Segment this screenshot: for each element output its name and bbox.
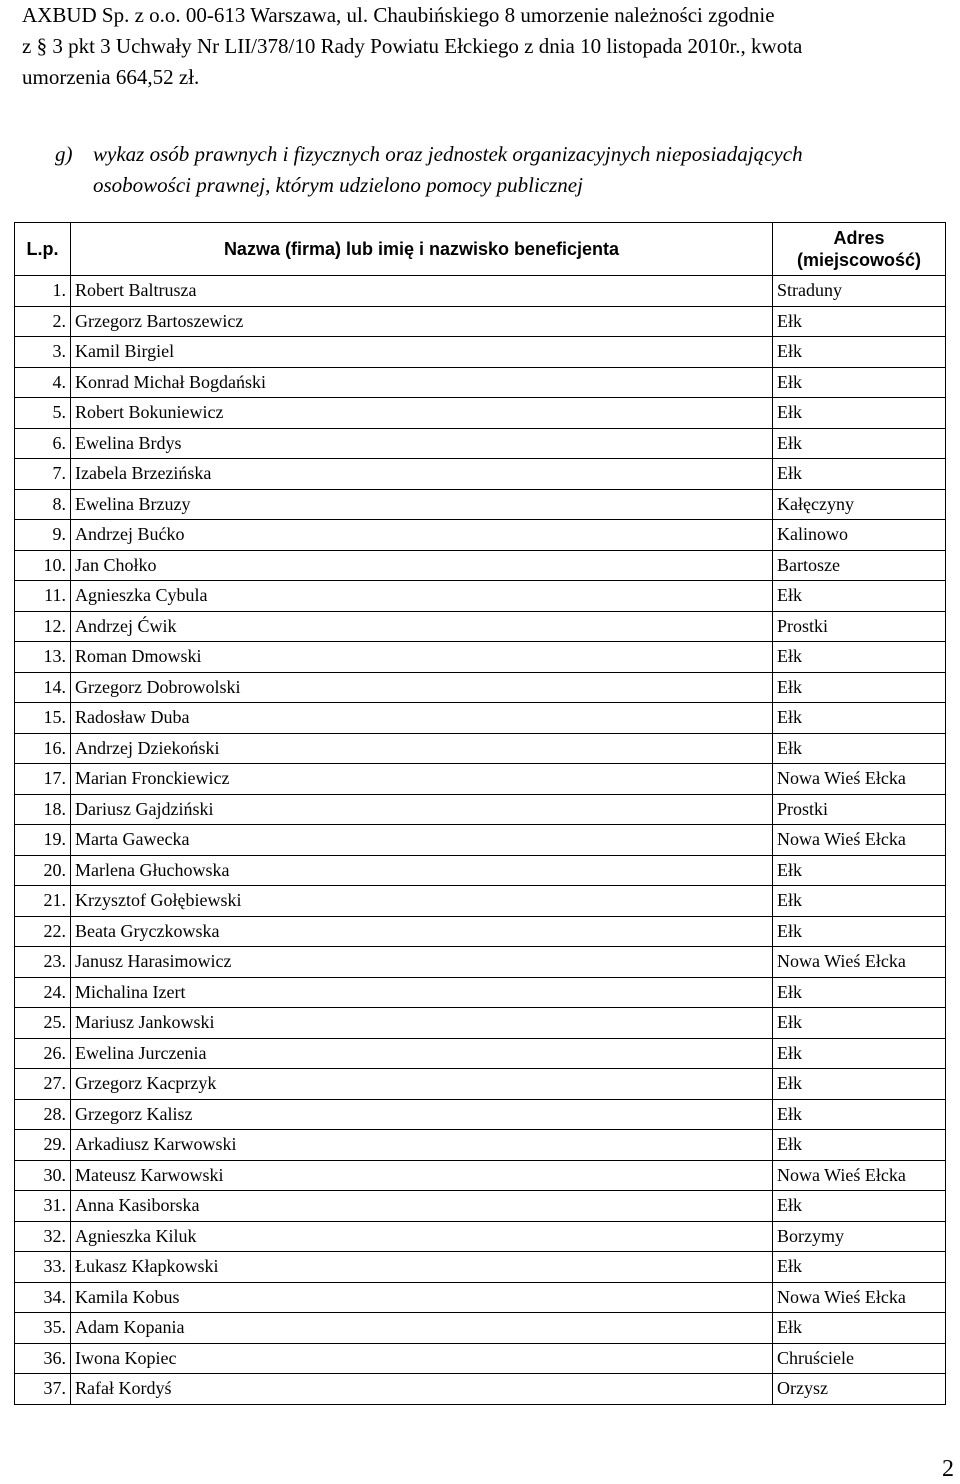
- table-row: [15, 672, 946, 703]
- row-address: Ełk: [773, 642, 946, 673]
- row-name: Roman Dmowski: [71, 642, 773, 673]
- row-name: Grzegorz Dobrowolski: [71, 672, 773, 703]
- row-lp: 28.: [15, 1099, 71, 1130]
- table-row: [15, 642, 946, 673]
- row-lp: 6.: [15, 428, 71, 459]
- section-heading: [55, 139, 955, 201]
- row-lp: 5.: [15, 398, 71, 429]
- table-row: [15, 1374, 946, 1405]
- page-number: 2: [942, 1456, 954, 1482]
- table-row: [15, 276, 946, 307]
- table-row: [15, 764, 946, 795]
- row-address: Ełk: [773, 306, 946, 337]
- row-lp: 30.: [15, 1160, 71, 1191]
- table-row: [15, 459, 946, 490]
- row-lp: 23.: [15, 947, 71, 978]
- table-row: [15, 1252, 946, 1283]
- row-lp: 9.: [15, 520, 71, 551]
- section-marker: g): [55, 142, 73, 166]
- row-lp: 34.: [15, 1282, 71, 1313]
- table-row: [15, 703, 946, 734]
- table-row: [15, 916, 946, 947]
- row-address: Ełk: [773, 1099, 946, 1130]
- section-title-line-2: osobowości prawnej, którym udzielono pomocy publicznej: [93, 173, 583, 197]
- row-lp: 25.: [15, 1008, 71, 1039]
- table-row: [15, 1008, 946, 1039]
- row-name: Marta Gawecka: [71, 825, 773, 856]
- row-lp: 22.: [15, 916, 71, 947]
- row-lp: 36.: [15, 1343, 71, 1374]
- row-lp: 1.: [15, 276, 71, 307]
- row-lp: 16.: [15, 733, 71, 764]
- row-lp: 7.: [15, 459, 71, 490]
- table-body: [15, 276, 946, 1405]
- row-name: Grzegorz Kacprzyk: [71, 1069, 773, 1100]
- table-row: [15, 550, 946, 581]
- row-name: Rafał Kordyś: [71, 1374, 773, 1405]
- row-lp: 18.: [15, 794, 71, 825]
- row-lp: 26.: [15, 1038, 71, 1069]
- row-name: Radosław Duba: [71, 703, 773, 734]
- header-address: [773, 223, 946, 276]
- header-name: Nazwa (firma) lub imię i nazwisko beneficjenta: [71, 223, 773, 276]
- row-lp: 33.: [15, 1252, 71, 1283]
- row-name: Jan Chołko: [71, 550, 773, 581]
- row-address: Ełk: [773, 703, 946, 734]
- row-address: Kałęczyny: [773, 489, 946, 520]
- row-lp: 32.: [15, 1221, 71, 1252]
- row-name: Andrzej Ćwik: [71, 611, 773, 642]
- row-lp: 35.: [15, 1313, 71, 1344]
- row-address: Ełk: [773, 916, 946, 947]
- row-name: Michalina Izert: [71, 977, 773, 1008]
- row-address: Ełk: [773, 672, 946, 703]
- row-lp: 17.: [15, 764, 71, 795]
- intro-line-3: umorzenia 664,52 zł.: [22, 65, 200, 89]
- table-row: [15, 1099, 946, 1130]
- table-row: [15, 489, 946, 520]
- row-name: Arkadiusz Karwowski: [71, 1130, 773, 1161]
- row-address: Nowa Wieś Ełcka: [773, 825, 946, 856]
- table-row: [15, 398, 946, 429]
- table-header-row: [15, 223, 946, 276]
- table-row: [15, 794, 946, 825]
- table-row: [15, 367, 946, 398]
- row-lp: 29.: [15, 1130, 71, 1161]
- table-row: [15, 886, 946, 917]
- table-row: [15, 1160, 946, 1191]
- row-name: Marlena Głuchowska: [71, 855, 773, 886]
- row-lp: 20.: [15, 855, 71, 886]
- row-name: Robert Bokuniewicz: [71, 398, 773, 429]
- header-address-line-1: Adres: [833, 228, 885, 248]
- row-name: Grzegorz Kalisz: [71, 1099, 773, 1130]
- row-name: Adam Kopania: [71, 1313, 773, 1344]
- row-address: Bartosze: [773, 550, 946, 581]
- table-row: [15, 855, 946, 886]
- row-address: Ełk: [773, 733, 946, 764]
- table-row: [15, 1313, 946, 1344]
- row-address: Ełk: [773, 1252, 946, 1283]
- row-lp: 3.: [15, 337, 71, 368]
- table-row: [15, 581, 946, 612]
- row-address: Prostki: [773, 611, 946, 642]
- table-row: [15, 733, 946, 764]
- row-lp: 19.: [15, 825, 71, 856]
- row-name: Robert Baltrusza: [71, 276, 773, 307]
- row-name: Mariusz Jankowski: [71, 1008, 773, 1039]
- table-row: [15, 428, 946, 459]
- row-lp: 31.: [15, 1191, 71, 1222]
- intro-line-2: z § 3 pkt 3 Uchwały Nr LII/378/10 Rady Powiatu Ełckiego z dnia 10 listopada 2010r., kwota: [22, 34, 803, 58]
- row-address: Ełk: [773, 1191, 946, 1222]
- row-name: Janusz Harasimowicz: [71, 947, 773, 978]
- row-address: Ełk: [773, 367, 946, 398]
- row-address: Ełk: [773, 337, 946, 368]
- row-name: Agnieszka Cybula: [71, 581, 773, 612]
- table-row: [15, 1343, 946, 1374]
- table-row: [15, 1191, 946, 1222]
- row-address: Nowa Wieś Ełcka: [773, 1160, 946, 1191]
- table-row: [15, 1221, 946, 1252]
- row-name: Andrzej Dziekoński: [71, 733, 773, 764]
- row-name: Beata Gryczkowska: [71, 916, 773, 947]
- table-row: [15, 337, 946, 368]
- row-lp: 8.: [15, 489, 71, 520]
- row-name: Mateusz Karwowski: [71, 1160, 773, 1191]
- row-address: Straduny: [773, 276, 946, 307]
- row-address: Ełk: [773, 1313, 946, 1344]
- row-name: Dariusz Gajdziński: [71, 794, 773, 825]
- row-address: Borzymy: [773, 1221, 946, 1252]
- row-name: Krzysztof Gołębiewski: [71, 886, 773, 917]
- table-row: [15, 947, 946, 978]
- row-name: Ewelina Brzuzy: [71, 489, 773, 520]
- beneficiaries-table: [14, 222, 946, 1405]
- row-name: Marian Fronckiewicz: [71, 764, 773, 795]
- intro-line-1: AXBUD Sp. z o.o. 00-613 Warszawa, ul. Chaubińskiego 8 umorzenie należności zgodnie: [22, 3, 775, 27]
- row-name: Anna Kasiborska: [71, 1191, 773, 1222]
- row-lp: 15.: [15, 703, 71, 734]
- row-address: Ełk: [773, 855, 946, 886]
- table-row: [15, 611, 946, 642]
- row-lp: 24.: [15, 977, 71, 1008]
- row-name: Łukasz Kłapkowski: [71, 1252, 773, 1283]
- row-address: Orzysz: [773, 1374, 946, 1405]
- row-address: Ełk: [773, 1038, 946, 1069]
- section-title-line-1: wykaz osób prawnych i fizycznych oraz jednostek organizacyjnych nieposiadających: [93, 142, 803, 166]
- row-lp: 10.: [15, 550, 71, 581]
- row-lp: 2.: [15, 306, 71, 337]
- row-name: Andrzej Bućko: [71, 520, 773, 551]
- table-row: [15, 1130, 946, 1161]
- row-name: Ewelina Jurczenia: [71, 1038, 773, 1069]
- row-address: Kalinowo: [773, 520, 946, 551]
- row-lp: 4.: [15, 367, 71, 398]
- row-lp: 14.: [15, 672, 71, 703]
- header-address-line-2: (miejscowość): [796, 250, 922, 270]
- row-address: Nowa Wieś Ełcka: [773, 1282, 946, 1313]
- row-name: Konrad Michał Bogdański: [71, 367, 773, 398]
- row-lp: 12.: [15, 611, 71, 642]
- row-name: Ewelina Brdys: [71, 428, 773, 459]
- intro-paragraph: [22, 0, 952, 93]
- table-row: [15, 1282, 946, 1313]
- row-lp: 27.: [15, 1069, 71, 1100]
- row-address: Nowa Wieś Ełcka: [773, 764, 946, 795]
- header-lp: L.p.: [15, 223, 71, 276]
- table-row: [15, 825, 946, 856]
- row-lp: 13.: [15, 642, 71, 673]
- row-name: Iwona Kopiec: [71, 1343, 773, 1374]
- row-name: Grzegorz Bartoszewicz: [71, 306, 773, 337]
- table-row: [15, 520, 946, 551]
- row-name: Agnieszka Kiluk: [71, 1221, 773, 1252]
- row-address: Ełk: [773, 1008, 946, 1039]
- row-lp: 21.: [15, 886, 71, 917]
- row-name: Kamil Birgiel: [71, 337, 773, 368]
- table-row: [15, 306, 946, 337]
- table-row: [15, 977, 946, 1008]
- row-lp: 11.: [15, 581, 71, 612]
- row-address: Chruściele: [773, 1343, 946, 1374]
- row-address: Nowa Wieś Ełcka: [773, 947, 946, 978]
- row-address: Ełk: [773, 977, 946, 1008]
- row-lp: 37.: [15, 1374, 71, 1405]
- row-address: Ełk: [773, 459, 946, 490]
- table-row: [15, 1069, 946, 1100]
- row-address: Ełk: [773, 886, 946, 917]
- row-address: Ełk: [773, 1130, 946, 1161]
- row-name: Izabela Brzezińska: [71, 459, 773, 490]
- table-row: [15, 1038, 946, 1069]
- row-address: Ełk: [773, 1069, 946, 1100]
- row-address: Ełk: [773, 581, 946, 612]
- row-address: Ełk: [773, 398, 946, 429]
- row-address: Prostki: [773, 794, 946, 825]
- row-address: Ełk: [773, 428, 946, 459]
- row-name: Kamila Kobus: [71, 1282, 773, 1313]
